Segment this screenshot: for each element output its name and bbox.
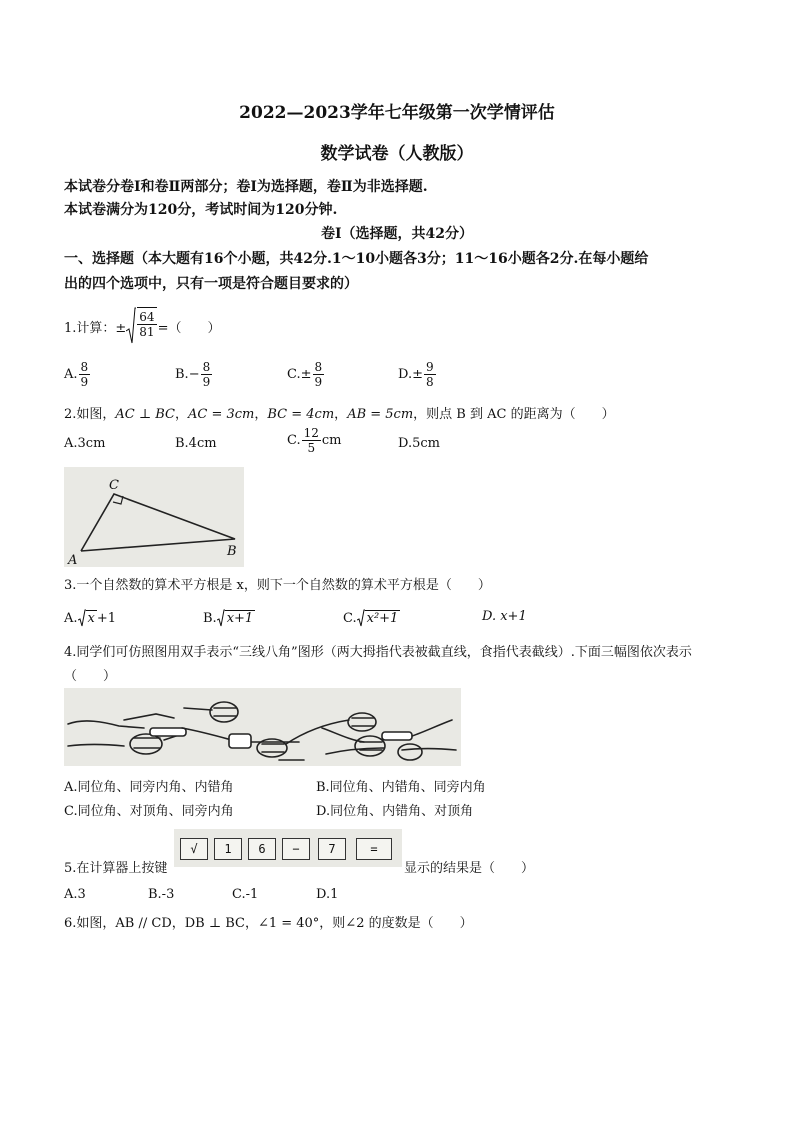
option-label: B. [175, 367, 189, 382]
option-label: A. [64, 610, 78, 626]
radicand: x [87, 611, 95, 626]
q2-condition-4: AB = 5cm [347, 407, 414, 422]
q2-option-a: A.3cm [64, 436, 106, 451]
option-den: 8 [426, 375, 434, 389]
option-sign: ± [300, 367, 312, 382]
question-4-line2: （ ） [64, 669, 117, 684]
q2-condition-3: BC = 4cm [267, 407, 335, 422]
q5-option-d: D.1 [316, 887, 339, 902]
q1-option-d [398, 360, 437, 389]
option-label: A. [64, 367, 78, 382]
q1-prefix: 1.计算：± [64, 320, 127, 336]
exam-subtitle: 数学试卷（人教版） [320, 144, 474, 164]
q5-option-c: C.-1 [232, 887, 259, 902]
q4-option-c: C.同位角、对顶角、同旁内角 [64, 804, 234, 819]
option-num: 8 [80, 360, 89, 374]
option-label: C. [287, 433, 301, 448]
radical-sign-icon [78, 609, 86, 627]
vertex-label-b: B [227, 544, 237, 559]
calc-key-sqrt: √ [180, 838, 208, 860]
option-label: C. [343, 610, 357, 626]
q2-prefix: 2.如图， [64, 407, 116, 422]
question-5-prefix: 5.在计算器上按键 [64, 861, 168, 876]
q5-option-a: A.3 [64, 887, 86, 902]
option-unit: cm [321, 433, 342, 448]
vertex-label-a: A [68, 553, 78, 567]
q1-fraction-num: 64 [139, 310, 155, 324]
q2-condition-2: AC = 3cm [188, 407, 255, 422]
calc-key-1: 1 [214, 838, 242, 860]
calculator-keys-figure [174, 829, 402, 867]
q2-option-c [287, 426, 342, 455]
option-sign: − [188, 367, 200, 382]
question-5-suffix: 显示的结果是（ ） [404, 861, 535, 876]
option-den: 5 [307, 441, 316, 455]
option-label: B. [203, 610, 217, 626]
question-2: 2.如图，AC ⊥ BC，AC = 3cm，BC = 4cm，AB = 5cm，则点 B 到 AC 的距离为（ ） [64, 407, 615, 422]
q1-option-b [175, 360, 213, 389]
part1-heading: 卷Ⅰ（选择题，共42分） [320, 226, 474, 242]
question-4-line1: 4.同学们可仿照图用双手表示“三线八角”图形（两大拇指代表被截直线，食指代表截线）.下面三幅图依次表示 [64, 645, 692, 660]
q2-option-b: B.4cm [175, 436, 217, 451]
q1-fraction-den: 81 [139, 325, 155, 339]
sqrt-symbol [126, 307, 157, 345]
calc-key-7: 7 [318, 838, 346, 860]
q2-option-d: D.5cm [398, 436, 440, 451]
option-sign: ± [412, 367, 423, 382]
exam-note-2: 本试卷满分为120分，考试时间为120分钟. [64, 202, 338, 218]
question-1 [64, 307, 220, 345]
radicand: x²+1 [366, 611, 399, 626]
exam-note-1: 本试卷分卷Ⅰ和卷Ⅱ两部分；卷Ⅰ为选择题，卷Ⅱ为非选择题. [64, 179, 428, 195]
q4-option-b: B.同位角、内错角、同旁内角 [316, 780, 486, 795]
q4-option-d: D.同位角、内错角、对顶角 [316, 804, 474, 819]
section1-heading-line1: 一、选择题（本大题有16个小题，共42分.1～10小题各3分；11～16小题各2分.在每小题给 [64, 251, 649, 267]
q2-condition-1: AC ⊥ BC [115, 407, 175, 422]
q3-option-c [343, 609, 400, 627]
q1-option-a [64, 360, 91, 389]
radical-sign-icon [217, 609, 225, 627]
hands-illustration [64, 688, 461, 766]
calc-key-6: 6 [248, 838, 276, 860]
triangle-figure [64, 467, 244, 567]
option-num: 8 [314, 360, 323, 374]
option-num: 8 [202, 360, 211, 374]
section1-heading-line2: 出的四个选项中，只有一项是符合题目要求的） [64, 276, 358, 292]
vertex-label-c: C [109, 478, 119, 493]
triangle-diagram [64, 467, 244, 567]
q5-option-b: B.-3 [148, 887, 175, 902]
option-den: 9 [80, 375, 89, 389]
option-label: D. [398, 367, 413, 382]
calc-key-minus: − [282, 838, 310, 860]
radical-sign-icon [126, 307, 136, 345]
question-6: 6.如图，AB // CD，DB ⊥ BC，∠1 = 40°，则∠2 的度数是（ ） [64, 916, 473, 931]
exam-title: 2022—2023学年七年级第一次学情评估 [239, 103, 555, 123]
option-num: 9 [426, 360, 434, 374]
question-3: 3.一个自然数的算术平方根是 x，则下一个自然数的算术平方根是（ ） [64, 578, 491, 593]
q3-option-d: D. x+1 [482, 609, 527, 624]
q2-suffix: ，则点 B 到 AC 的距离为（ ） [413, 407, 615, 422]
hands-figure [64, 688, 461, 766]
radical-sign-icon [357, 609, 365, 627]
q1-suffix: =（ ） [157, 320, 221, 336]
option-num: 12 [303, 426, 319, 440]
q3-option-b [203, 609, 255, 627]
radicand: x+1 [226, 611, 254, 626]
q3-option-a [64, 609, 116, 627]
q1-option-c [287, 360, 325, 389]
option-tail: +1 [96, 610, 117, 626]
calc-key-equals: = [356, 838, 392, 860]
q4-option-a: A.同位角、同旁内角、内错角 [64, 780, 234, 795]
option-den: 9 [202, 375, 211, 389]
option-label: C. [287, 367, 301, 382]
option-den: 9 [314, 375, 323, 389]
